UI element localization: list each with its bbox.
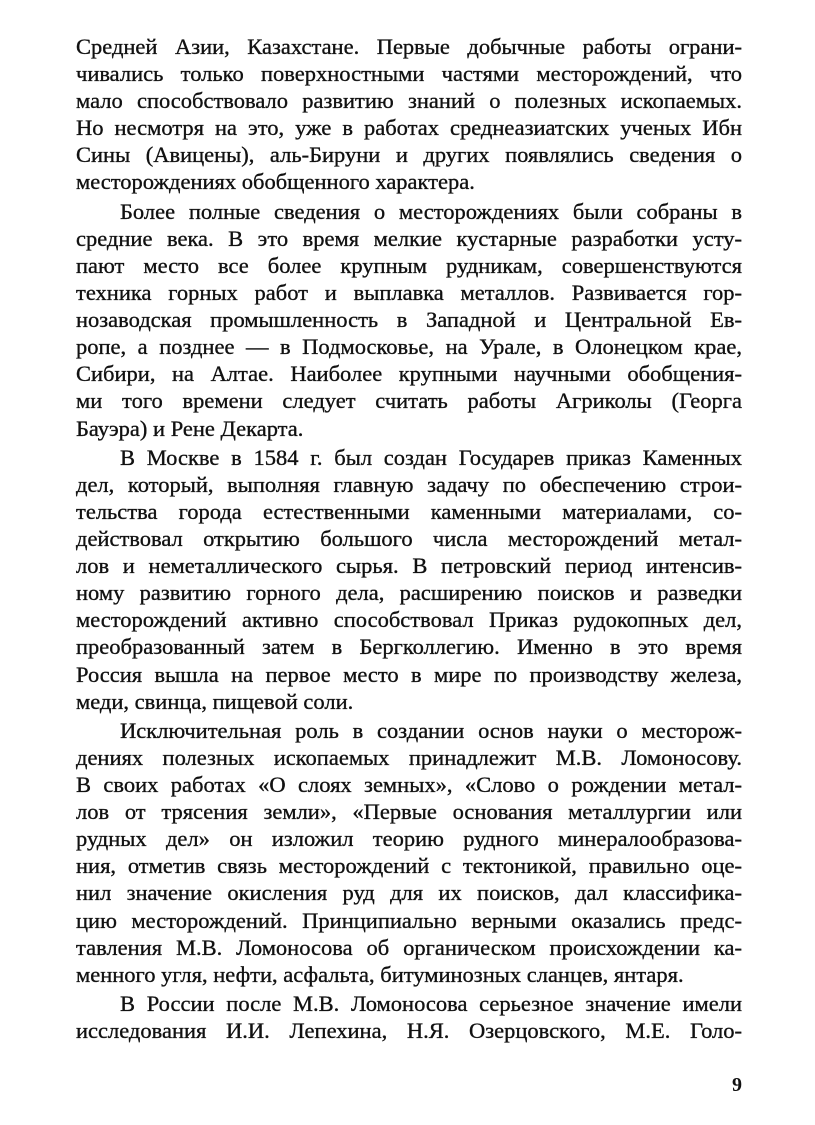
text-line: ному развитию горного дела, расширению поисков и разведки (76, 580, 742, 606)
text-line: лов и неметаллического сырья. В петровский период интенсив- (76, 553, 742, 579)
text-line: пают место все более крупным рудникам, совершенствуются (76, 252, 742, 278)
text-line: меди, свинца, пищевой соли. (76, 688, 354, 714)
page-number: 9 (732, 1074, 742, 1096)
text-line: чивались только поверхностными частями месторождений, что (76, 61, 742, 87)
text-line: нил значение окисления руд для их поисков, дал классифика- (76, 880, 742, 906)
text-line: цию месторождений. Принципиально верными оказались предс- (76, 907, 742, 933)
text-line: тавления М.В. Ломоносова об органическом происхождении ка- (76, 934, 742, 960)
text-line: тельства города естественными каменными материалами, со- (76, 498, 742, 524)
text-line: мало способствовало развитию знаний о полезных ископаемых. (76, 88, 742, 114)
text-line: преобразованный затем в Бергколлегию. Именно в это время (76, 634, 742, 660)
text-line: ропе, а позднее — в Подмосковье, на Урале, в Олонецком крае, (76, 334, 742, 360)
text-line: исследования И.И. Лепехина, Н.Я. Озерцовского, М.Е. Голо- (76, 1018, 742, 1044)
text-line: дел, который, выполняя главную задачу по обеспечению строи- (76, 471, 742, 497)
paragraph (76, 717, 742, 988)
text-line: Более полные сведения о месторождениях были собраны в (120, 198, 742, 224)
text-line: Бауэра) и Рене Декарта. (76, 415, 304, 441)
text-line: менного угля, нефти, асфальта, битуминозных сланцев, янтаря. (76, 961, 684, 987)
text-line: лов от трясения земли», «Первые основания металлургии или (76, 799, 742, 825)
text-line: нозаводская промышленность в Западной и Центральной Ев- (76, 307, 742, 333)
text-line: месторождениях обобщенного характера. (76, 169, 475, 195)
text-line: Исключительная роль в создании основ науки о месторож- (120, 717, 742, 743)
text-line: Средней Азии, Казахстане. Первые добычные работы ограни- (76, 34, 742, 59)
paragraph (76, 198, 742, 442)
paragraph (76, 990, 742, 1044)
text-line: В России после М.В. Ломоносова серьезное значение имели (120, 991, 742, 1017)
text-line: дениях полезных ископаемых принадлежит М.В. Ломоносову. (76, 745, 742, 770)
text-line: ми того времени следует считать работы Агриколы (Георга (76, 388, 742, 414)
text-line: В своих работах «О слоях земных», «Слово о рождении метал- (76, 772, 742, 798)
text-line: Сибири, на Алтае. Наиболее крупными научными обобщения- (76, 361, 742, 387)
text-line: Сины (Авицены), аль-Бируни и других появлялись сведения о (76, 142, 742, 168)
text-line: В Москве в 1584 г. был создан Государев приказ Каменных (120, 444, 742, 470)
text-line: техника горных работ и выплавка металлов. Развивается гор- (76, 280, 742, 306)
body-text (76, 33, 742, 1044)
text-line: рудных дел» он изложил теорию рудного минералообразова- (76, 826, 742, 852)
text-line: средние века. В это время мелкие кустарные разработки усту- (76, 225, 742, 251)
paragraph (76, 33, 742, 196)
paragraph (76, 444, 742, 715)
text-line: Но несмотря на это, уже в работах среднеазиатских ученых Ибн (76, 115, 742, 141)
text-line: Россия вышла на первое место в мире по производству железа, (76, 661, 742, 687)
text-line: ния, отметив связь месторождений с тектоникой, правильно оце- (76, 853, 742, 879)
text-line: месторождений активно способствовал Приказ рудокопных дел, (76, 607, 742, 633)
text-line: действовал открытию большого числа месторождений метал- (76, 526, 742, 552)
